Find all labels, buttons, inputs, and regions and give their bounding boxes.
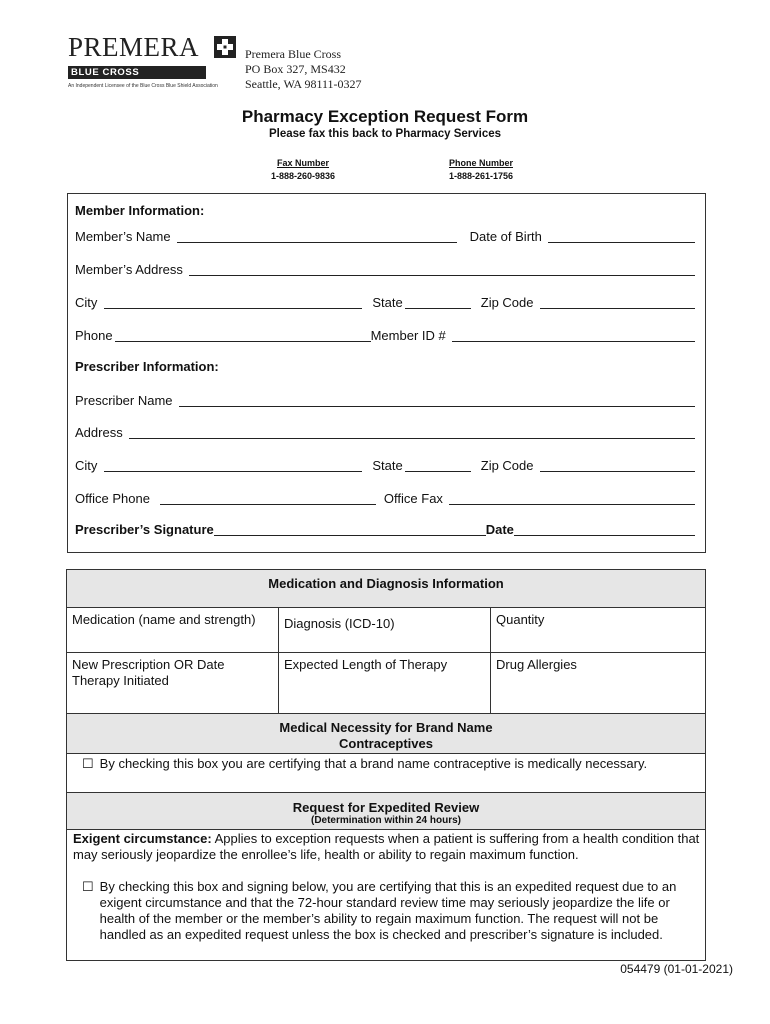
contraceptive-heading-line1: Medical Necessity for Brand Name xyxy=(279,720,493,735)
expedited-checkbox[interactable]: ☐ xyxy=(82,879,94,894)
prescriber-name-field[interactable] xyxy=(179,394,695,407)
member-phone-label: Phone xyxy=(75,328,113,343)
prescriber-address-label: Address xyxy=(75,425,123,440)
member-id-label: Member ID # xyxy=(370,328,446,343)
prescriber-zip-label: Zip Code xyxy=(480,458,534,473)
member-city-field[interactable] xyxy=(104,296,362,309)
quantity-cell[interactable]: Quantity xyxy=(491,608,705,653)
prescriber-state-field[interactable] xyxy=(405,459,471,472)
fax-label: Fax Number xyxy=(276,158,329,168)
office-fax-field[interactable] xyxy=(449,492,695,505)
medication-cell[interactable]: Medication (name and strength) xyxy=(67,608,279,653)
expedited-heading xyxy=(67,792,705,830)
expedited-heading-title: Request for Expedited Review xyxy=(292,800,480,815)
member-phone-field[interactable] xyxy=(115,329,371,342)
office-phone-field[interactable] xyxy=(160,492,376,505)
contraceptive-checkbox[interactable]: ☐ xyxy=(82,756,94,771)
medication-section xyxy=(66,569,706,961)
prescriber-city-row xyxy=(75,456,695,473)
member-address-label: Member’s Address xyxy=(75,262,183,277)
signature-date-field[interactable] xyxy=(514,523,695,536)
expedited-checkbox-text: By checking this box and signing below, you are certifying that this is an expedited request due to an exigent circumstance and that the 72-hour standard review time may seriously jeopardize the life or health of the member or the member’s ability to regain maximum function. The request will not be handled as an expedited request unless the box is checked and prescriber’s signature is included. xyxy=(99,879,677,942)
form-code: 054479 (01-01-2021) xyxy=(620,962,733,976)
member-zip-label: Zip Code xyxy=(480,295,534,310)
medication-heading: Medication and Diagnosis Information xyxy=(67,570,705,608)
address-line: Seattle, WA 98111-0327 xyxy=(245,77,362,91)
office-fax-label: Office Fax xyxy=(383,491,443,506)
address-line: Premera Blue Cross xyxy=(245,47,341,61)
exigent-label: Exigent circumstance: xyxy=(73,831,212,846)
fax-number: 1-888-260-9836 xyxy=(270,171,336,181)
signature-label: Prescriber’s Signature xyxy=(75,522,214,537)
member-state-label: State xyxy=(372,295,403,310)
member-city-label: City xyxy=(75,295,98,310)
signature-field[interactable] xyxy=(214,523,486,536)
mailing-address xyxy=(245,47,362,92)
signature-row xyxy=(75,520,695,537)
prescriber-state-label: State xyxy=(372,458,403,473)
office-phone-label: Office Phone xyxy=(75,491,150,506)
member-phone-row xyxy=(75,326,695,343)
prescriber-zip-field[interactable] xyxy=(540,459,696,472)
member-id-field[interactable] xyxy=(452,329,695,342)
drug-allergies-cell[interactable]: Drug Allergies xyxy=(491,653,705,714)
member-address-field[interactable] xyxy=(189,263,695,276)
logo-blue-cross-bar: BLUE CROSS xyxy=(68,66,206,79)
page-title: Pharmacy Exception Request Form xyxy=(241,107,529,126)
member-name-row xyxy=(75,227,695,244)
blue-cross-icon xyxy=(214,36,236,58)
therapy-length-cell[interactable]: Expected Length of Therapy xyxy=(279,653,491,714)
contraceptive-heading xyxy=(67,714,705,754)
new-prescription-cell[interactable]: New Prescription OR Date Therapy Initiated xyxy=(67,653,279,714)
expedited-checkbox-row xyxy=(82,879,702,943)
contraceptive-checkbox-row xyxy=(82,756,702,772)
prescriber-address-row xyxy=(75,423,695,440)
fax-contact xyxy=(233,157,373,183)
page-subtitle: Please fax this back to Pharmacy Services xyxy=(268,128,502,140)
dob-field[interactable] xyxy=(548,230,695,243)
expedited-heading-subtitle: (Determination within 24 hours) xyxy=(310,815,461,826)
exigent-paragraph xyxy=(73,831,701,863)
prescriber-address-field[interactable] xyxy=(129,426,695,439)
member-name-label: Member’s Name xyxy=(75,229,171,244)
prescriber-info-heading: Prescriber Information: xyxy=(75,359,219,374)
logo-wordmark: PREMERA xyxy=(68,32,200,62)
dob-label: Date of Birth xyxy=(469,229,542,244)
member-state-field[interactable] xyxy=(405,296,471,309)
phone-label: Phone Number xyxy=(448,158,513,168)
premera-logo xyxy=(68,34,238,92)
member-city-row xyxy=(75,293,695,310)
contraceptive-heading-line2: Contraceptives xyxy=(339,736,433,751)
phone-number: 1-888-261-1756 xyxy=(448,171,514,181)
prescriber-name-row xyxy=(75,391,695,408)
member-zip-field[interactable] xyxy=(540,296,696,309)
prescriber-city-field[interactable] xyxy=(104,459,362,472)
member-prescriber-section xyxy=(67,193,706,553)
member-name-field[interactable] xyxy=(177,230,457,243)
prescriber-city-label: City xyxy=(75,458,98,473)
prescriber-phone-row xyxy=(75,489,695,506)
address-line: PO Box 327, MS432 xyxy=(245,62,346,76)
member-address-row xyxy=(75,260,695,277)
contraceptive-checkbox-text: By checking this box you are certifying that a brand name contraceptive is medically necessary. xyxy=(99,756,648,771)
member-info-heading: Member Information: xyxy=(75,203,205,218)
logo-licensee-text: An Independent Licensee of the Blue Cross Blue Shield Association xyxy=(68,83,218,89)
phone-contact xyxy=(411,157,551,183)
signature-date-label: Date xyxy=(485,522,514,537)
exigent-text: Applies to exception requests when a patient is suffering from a health condition that may seriously jeopardize the enrollee’s life, health or ability to regain maximum function. xyxy=(73,831,700,862)
prescriber-name-label: Prescriber Name xyxy=(75,393,173,408)
diagnosis-cell[interactable]: Diagnosis (ICD-10) xyxy=(279,608,491,653)
